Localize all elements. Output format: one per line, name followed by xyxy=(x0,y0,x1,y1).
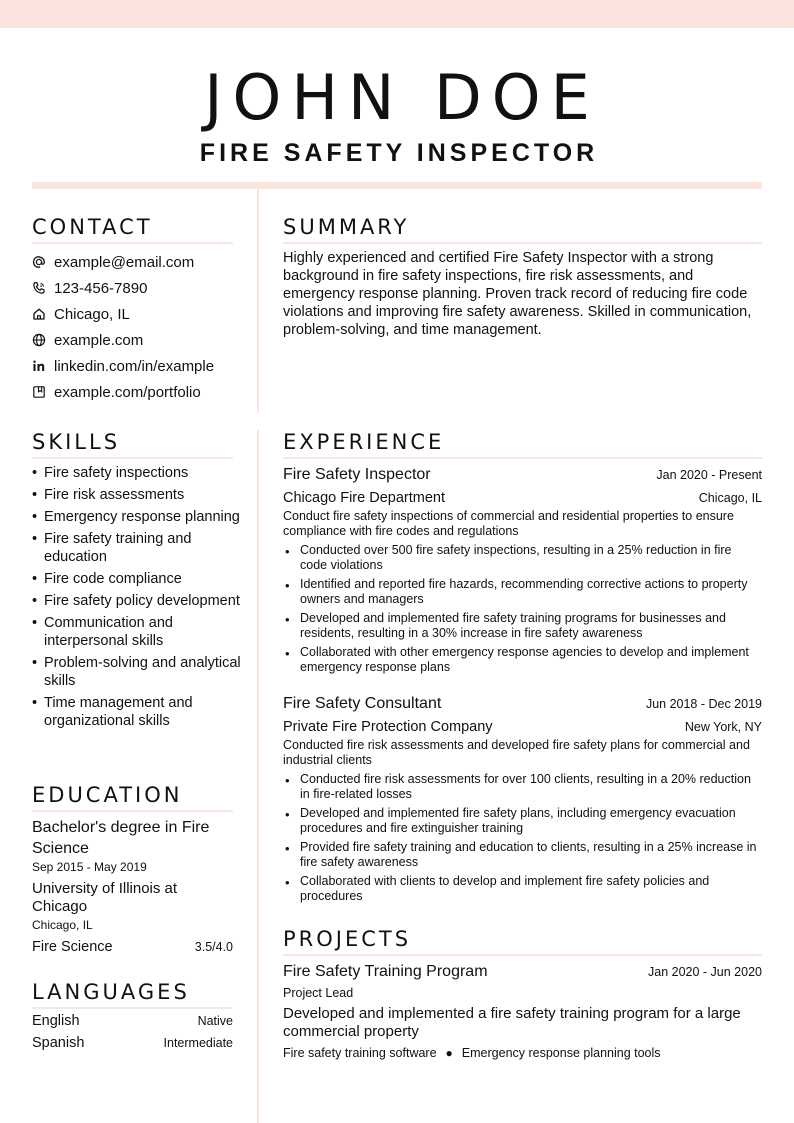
contact-phone-text: 123-456-7890 xyxy=(54,279,148,297)
list-item: • Time management and organizational skills xyxy=(32,694,242,730)
summary-heading: SUMMARY xyxy=(283,214,762,244)
experience-entry-2 xyxy=(283,693,762,908)
contact-location-text: Chicago, IL xyxy=(54,305,130,323)
job-description: Conduct fire safety inspections of commercial and residential properties to ensure compliance with fire codes and regulations xyxy=(283,509,734,538)
column-divider-bottom xyxy=(257,430,259,1123)
skills-list xyxy=(32,464,242,734)
contact-portfolio[interactable] xyxy=(32,379,247,405)
contact-heading: CONTACT xyxy=(32,214,233,244)
list-item: • Communication and interpersonal skills xyxy=(32,614,242,650)
education-entry xyxy=(32,817,233,955)
project-description: Developed and implemented a fire safety training program for a large commercial property xyxy=(283,1005,741,1040)
job-title: FIRE SAFETY INSPECTOR xyxy=(199,139,599,167)
job-bullets xyxy=(283,543,762,675)
contact-email-text: example@email.com xyxy=(54,253,195,271)
list-item: • Provided fire safety training and education to clients, resulting in a 25% increase in fire safety awareness xyxy=(283,840,762,870)
education-field-row xyxy=(32,939,233,955)
list-item: • Developed and implemented fire safety training programs for businesses and residents, resulting in a 30% increase in fire safety awareness xyxy=(283,611,762,641)
job-dates: Jun 2018 - Dec 2019 xyxy=(645,697,762,711)
education-school: University of Illinois at Chicago xyxy=(32,880,178,915)
education-heading: EDUCATION xyxy=(32,782,233,812)
separator-dot: ● xyxy=(445,1046,453,1060)
contact-linkedin[interactable] xyxy=(32,353,247,379)
project-name: Fire Safety Training Program xyxy=(283,963,488,980)
globe-icon xyxy=(32,333,46,347)
education-field: Fire Science xyxy=(32,939,113,955)
list-item: • Developed and implemented fire safety plans, including emergency evacuation procedures and fire extinguisher training xyxy=(283,806,762,836)
experience-entry-1 xyxy=(283,464,762,679)
at-icon xyxy=(32,255,46,269)
list-item: • Emergency response planning xyxy=(32,508,242,526)
job-dates: Jan 2020 - Present xyxy=(656,468,762,482)
contact-location xyxy=(32,301,247,327)
education-gpa: 3.5/4.0 xyxy=(194,940,233,954)
contact-portfolio-text: example.com/portfolio xyxy=(54,383,201,401)
summary-text: Highly experienced and certified Fire Safety Inspector with a strong background in fire safety inspections, fire risk assessments, and emergency response planning. Proven track record of reducing fire code violations and improving fire safety awareness. Skilled in communication, problem-solving, and time management. xyxy=(283,250,752,338)
list-item: • Fire risk assessments xyxy=(32,486,242,504)
contact-website-text: example.com xyxy=(54,331,144,349)
list-item: • Fire code compliance xyxy=(32,570,242,588)
list-item: • Collaborated with clients to develop and implement fire safety policies and procedures xyxy=(283,874,762,904)
language-row xyxy=(32,1013,233,1035)
job-company: Chicago Fire Department xyxy=(283,490,445,506)
list-item: • Fire safety training and education xyxy=(32,530,242,566)
language-row xyxy=(32,1035,233,1057)
list-item: • Identified and reported fire hazards, recommending corrective actions to property owners and managers xyxy=(283,577,762,607)
project-entry xyxy=(283,961,762,1061)
list-item: • Conducted fire risk assessments for over 100 clients, resulting in a 20% reduction in fire-related losses xyxy=(283,772,762,802)
job-bullets xyxy=(283,772,762,904)
education-location: Chicago, IL xyxy=(32,918,93,932)
list-item: • Problem-solving and analytical skills xyxy=(32,654,242,690)
portfolio-icon xyxy=(32,385,46,399)
experience-heading: EXPERIENCE xyxy=(283,429,762,459)
skills-heading: SKILLS xyxy=(32,429,233,459)
column-divider-top xyxy=(257,189,259,413)
job-description: Conducted fire risk assessments and developed fire safety plans for commercial and industrial clients xyxy=(283,738,750,767)
header-divider xyxy=(32,182,762,189)
language-level: Native xyxy=(197,1014,233,1028)
contact-list xyxy=(32,249,247,405)
linkedin-icon xyxy=(32,359,46,373)
job-role: Fire Safety Inspector xyxy=(283,466,431,483)
project-role: Project Lead xyxy=(283,986,354,1000)
project-dates: Jan 2020 - Jun 2020 xyxy=(648,965,762,979)
phone-icon xyxy=(32,281,46,295)
top-accent-bar xyxy=(0,0,794,28)
contact-phone[interactable] xyxy=(32,275,247,301)
job-location: Chicago, IL xyxy=(698,491,762,505)
job-company: Private Fire Protection Company xyxy=(283,719,493,735)
list-item: • Conducted over 500 fire safety inspections, resulting in a 25% reduction in fire code violations xyxy=(283,543,762,573)
languages-heading: LANGUAGES xyxy=(32,979,233,1009)
education-dates: Sep 2015 - May 2019 xyxy=(32,860,147,874)
language-level: Intermediate xyxy=(163,1036,233,1050)
list-item: • Fire safety policy development xyxy=(32,592,242,610)
contact-email[interactable] xyxy=(32,249,247,275)
job-role: Fire Safety Consultant xyxy=(283,695,442,712)
language-name: English xyxy=(32,1013,80,1029)
list-item: • Fire safety inspections xyxy=(32,464,242,482)
languages-list xyxy=(32,1013,233,1057)
candidate-name: JOHN DOE xyxy=(204,61,600,134)
education-degree: Bachelor's degree in Fire Science xyxy=(32,819,210,857)
list-item: • Collaborated with other emergency response agencies to develop and implement emergency response plans xyxy=(283,645,762,675)
project-tools xyxy=(283,1045,762,1061)
projects-heading: PROJECTS xyxy=(283,926,762,956)
project-tool: Emergency response planning tools xyxy=(461,1046,661,1060)
language-name: Spanish xyxy=(32,1035,85,1051)
contact-website[interactable] xyxy=(32,327,247,353)
job-location: New York, NY xyxy=(684,720,762,734)
contact-linkedin-text: linkedin.com/in/example xyxy=(54,357,215,375)
project-tool: Fire safety training software xyxy=(283,1046,437,1060)
home-icon xyxy=(32,307,46,321)
